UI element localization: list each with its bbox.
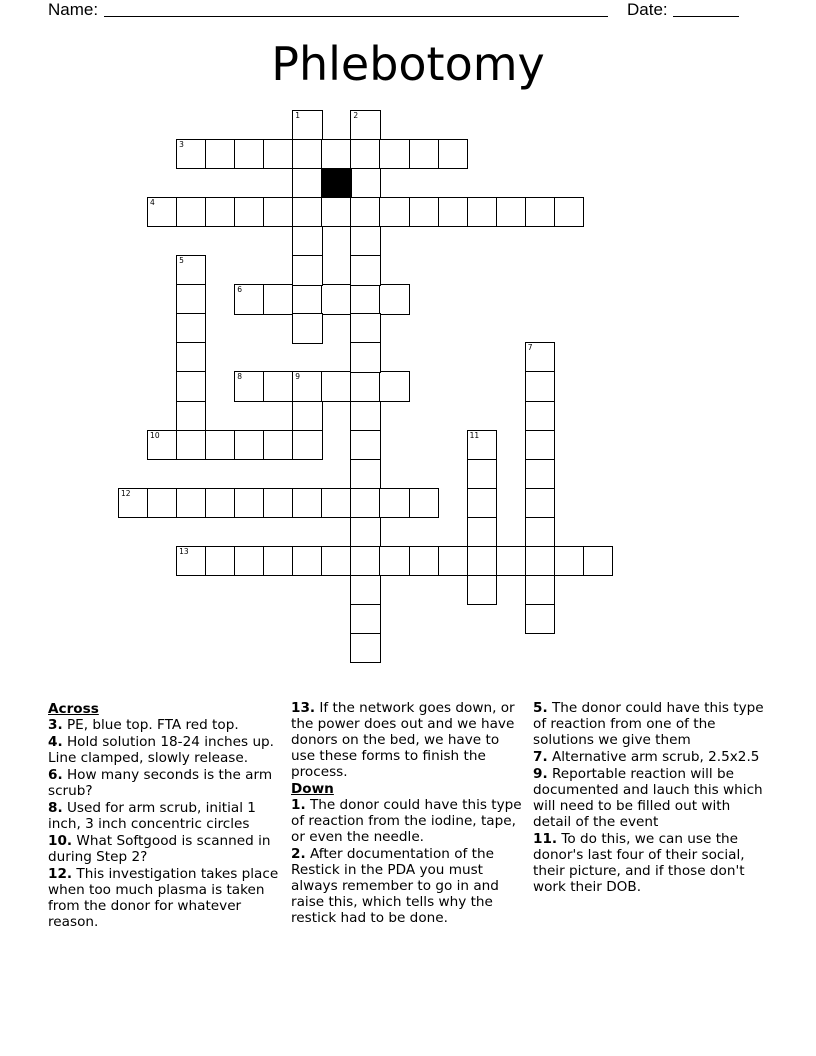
clue-item-number: 2.	[291, 846, 306, 862]
clue-item	[48, 833, 284, 865]
crossword-cell[interactable]	[350, 342, 380, 372]
crossword-cell[interactable]	[234, 284, 264, 314]
clue-number: 11	[469, 430, 480, 440]
crossword-cell[interactable]	[234, 197, 264, 227]
crossword-cell[interactable]	[176, 139, 206, 169]
clue-item-number: 3.	[48, 717, 63, 733]
crossword-cell[interactable]	[234, 546, 264, 576]
clue-item	[533, 700, 769, 748]
crossword-cell[interactable]	[379, 197, 409, 227]
clue-item-number: 1.	[291, 797, 306, 813]
crossword-cell[interactable]	[292, 546, 322, 576]
crossword-cell[interactable]	[292, 110, 322, 140]
clue-item-text: What Softgood is scanned in during Step 2?	[48, 833, 271, 865]
crossword-cell[interactable]	[205, 139, 235, 169]
crossword-cell[interactable]	[525, 430, 555, 460]
clue-item	[48, 767, 284, 799]
crossword-cell[interactable]	[234, 488, 264, 518]
crossword-cell[interactable]	[176, 284, 206, 314]
crossword-cell[interactable]	[292, 168, 322, 198]
crossword-cell[interactable]	[525, 342, 555, 372]
blocked-cell	[321, 168, 351, 198]
crossword-cell[interactable]	[350, 168, 380, 198]
clue-number: 10	[150, 430, 160, 440]
clue-item-text: How many seconds is the arm scrub?	[48, 767, 273, 799]
crossword-cell[interactable]	[350, 488, 380, 518]
clue-item-text: After documentation of the Restick in the PDA you must always remember to go in and raise this, which tells why the restick had to be done.	[291, 846, 499, 926]
crossword-cell[interactable]	[583, 546, 613, 576]
crossword-cell[interactable]	[263, 371, 293, 401]
crossword-cell[interactable]	[379, 139, 409, 169]
crossword-cell[interactable]	[409, 197, 439, 227]
clue-column-1	[48, 700, 284, 931]
clue-item-number: 12.	[48, 866, 73, 882]
clue-item	[48, 866, 284, 930]
clue-item	[533, 831, 769, 895]
crossword-cell[interactable]	[292, 371, 322, 401]
crossword-cell[interactable]	[321, 139, 351, 169]
clue-item	[291, 700, 527, 780]
clue-item-text: Reportable reaction will be documented and lauch this which will need to be filled out with detail of the event	[533, 766, 763, 830]
crossword-cell[interactable]	[263, 546, 293, 576]
crossword-cell[interactable]	[234, 430, 264, 460]
crossword-cell[interactable]	[321, 488, 351, 518]
crossword-cell[interactable]	[176, 197, 206, 227]
crossword-cell[interactable]	[176, 546, 206, 576]
clue-item-number: 7.	[533, 749, 548, 765]
crossword-cell[interactable]	[350, 313, 380, 343]
clue-item-text: The donor could have this type of reaction from the iodine, tape, or even the needle.	[291, 797, 522, 845]
crossword-cell[interactable]	[292, 401, 322, 431]
crossword-cell[interactable]	[409, 488, 439, 518]
clue-item-number: 13.	[291, 700, 316, 716]
crossword-cell[interactable]	[525, 459, 555, 489]
crossword-cell[interactable]	[350, 517, 380, 547]
crossword-cell[interactable]	[350, 371, 380, 401]
down-heading: Down	[291, 781, 334, 797]
date-label: Date:	[627, 0, 668, 19]
clue-item-number: 5.	[533, 700, 548, 716]
crossword-cell[interactable]	[350, 401, 380, 431]
crossword-cell[interactable]	[176, 430, 206, 460]
clue-number: 12	[121, 488, 131, 498]
crossword-cell[interactable]	[321, 197, 351, 227]
clue-item	[533, 749, 769, 765]
crossword-cell[interactable]	[350, 226, 380, 256]
clue-item	[533, 766, 769, 830]
crossword-cell[interactable]	[205, 488, 235, 518]
crossword-cell[interactable]	[205, 430, 235, 460]
crossword-cell[interactable]	[292, 255, 322, 285]
crossword-cell[interactable]	[350, 546, 380, 576]
clue-item-text: Alternative arm scrub, 2.5x2.5	[551, 749, 760, 765]
crossword-cell[interactable]	[321, 546, 351, 576]
crossword-cell[interactable]	[263, 488, 293, 518]
crossword-cell[interactable]	[350, 633, 380, 663]
name-line	[104, 16, 608, 17]
clue-number: 3	[179, 140, 184, 150]
clue-item	[291, 797, 527, 845]
crossword-cell[interactable]	[292, 197, 322, 227]
clue-item-text: Used for arm scrub, initial 1 inch, 3 inch concentric circles	[48, 800, 256, 832]
clue-item	[48, 717, 284, 733]
crossword-cell[interactable]	[321, 371, 351, 401]
crossword-cell[interactable]	[292, 313, 322, 343]
crossword-cell[interactable]	[496, 197, 526, 227]
crossword-cell[interactable]	[118, 488, 148, 518]
crossword-cell[interactable]	[409, 139, 439, 169]
crossword-cell[interactable]	[554, 546, 584, 576]
crossword-cell[interactable]	[176, 401, 206, 431]
clue-item-text: The donor could have this type of reaction from one of the solutions we give them	[533, 700, 764, 748]
crossword-cell[interactable]	[409, 546, 439, 576]
crossword-cell[interactable]	[263, 430, 293, 460]
crossword-cell[interactable]	[525, 546, 555, 576]
crossword-cell[interactable]	[176, 488, 206, 518]
crossword-cell[interactable]	[205, 197, 235, 227]
clue-item-text: If the network goes down, or the power does out and we have donors on the bed, we have to use these forms to finish the process.	[291, 700, 515, 780]
clue-number: 4	[150, 198, 155, 208]
crossword-cell[interactable]	[350, 139, 380, 169]
crossword-cell[interactable]	[350, 604, 380, 634]
page-title: Phlebotomy	[271, 37, 545, 91]
crossword-cell[interactable]	[467, 459, 497, 489]
crossword-cell[interactable]	[147, 197, 177, 227]
crossword-cell[interactable]	[350, 430, 380, 460]
crossword-cell[interactable]	[205, 546, 235, 576]
clue-item-text: Hold solution 18-24 inches up. Line clamped, slowly release.	[48, 734, 275, 766]
crossword-cell[interactable]	[350, 110, 380, 140]
clue-item-number: 4.	[48, 734, 63, 750]
crossword-cell[interactable]	[525, 488, 555, 518]
crossword-cell[interactable]	[379, 371, 409, 401]
crossword-cell[interactable]	[379, 284, 409, 314]
clue-number: 8	[237, 372, 242, 382]
crossword-cell[interactable]	[525, 401, 555, 431]
crossword-cell[interactable]	[467, 575, 497, 605]
clue-column-3	[533, 700, 769, 896]
crossword-cell[interactable]	[467, 488, 497, 518]
clue-number: 2	[353, 111, 359, 120]
clue-item-number: 11.	[533, 831, 558, 847]
crossword-cell[interactable]	[350, 459, 380, 489]
crossword-cell[interactable]	[234, 139, 264, 169]
clue-item-text: This investigation takes place when too much plasma is taken from the donor for whatever reason.	[48, 866, 279, 930]
crossword-cell[interactable]	[263, 139, 293, 169]
crossword-cell[interactable]	[438, 197, 468, 227]
clue-column-2	[291, 700, 527, 927]
crossword-cell[interactable]	[292, 284, 322, 314]
crossword-cell[interactable]	[379, 546, 409, 576]
crossword-cell[interactable]	[234, 371, 264, 401]
crossword-cell[interactable]	[525, 517, 555, 547]
crossword-cell[interactable]	[292, 430, 322, 460]
crossword-cell[interactable]	[379, 488, 409, 518]
clue-item	[291, 846, 527, 926]
crossword-cell[interactable]	[467, 197, 497, 227]
crossword-cell[interactable]	[525, 604, 555, 634]
across-heading: Across	[48, 701, 99, 717]
crossword-cell[interactable]	[176, 371, 206, 401]
crossword-cell[interactable]	[263, 197, 293, 227]
crossword-cell[interactable]	[467, 517, 497, 547]
crossword-cell[interactable]	[350, 284, 380, 314]
clue-item-number: 6.	[48, 767, 63, 783]
crossword-cell[interactable]	[147, 430, 177, 460]
clue-number: 6	[237, 285, 242, 295]
crossword-cell[interactable]	[292, 139, 322, 169]
crossword-cell[interactable]	[467, 546, 497, 576]
name-label: Name:	[48, 0, 99, 19]
clue-item	[48, 734, 284, 766]
clue-number: 7	[527, 343, 533, 353]
clue-number: 9	[295, 372, 301, 382]
crossword-cell[interactable]	[292, 226, 322, 256]
clue-item-number: 10.	[48, 833, 73, 849]
crossword-cell[interactable]	[321, 284, 351, 314]
crossword-cell[interactable]	[525, 575, 555, 605]
clue-item-number: 8.	[48, 800, 63, 816]
crossword-cell[interactable]	[554, 197, 584, 227]
crossword-cell[interactable]	[525, 371, 555, 401]
crossword-cell[interactable]	[525, 197, 555, 227]
crossword-cell[interactable]	[176, 313, 206, 343]
crossword-cell[interactable]	[350, 255, 380, 285]
crossword-cell[interactable]	[263, 284, 293, 314]
clue-item-text: To do this, we can use the donor's last four of their social, their picture, and if those don't work their DOB.	[533, 831, 745, 895]
crossword-cell[interactable]	[350, 197, 380, 227]
crossword-cell[interactable]	[438, 139, 468, 169]
clue-number: 5	[179, 256, 184, 266]
crossword-cell[interactable]	[467, 430, 497, 460]
crossword-cell[interactable]	[496, 546, 526, 576]
clue-item-number: 9.	[533, 766, 548, 782]
crossword-cell[interactable]	[176, 255, 206, 285]
date-line	[673, 16, 739, 17]
crossword-cell[interactable]	[176, 342, 206, 372]
clue-number: 13	[179, 546, 189, 556]
crossword-cell[interactable]	[292, 488, 322, 518]
crossword-cell[interactable]	[147, 488, 177, 518]
clue-item-text: PE, blue top. FTA red top.	[66, 717, 239, 733]
clue-item	[48, 800, 284, 832]
crossword-cell[interactable]	[438, 546, 468, 576]
clue-number: 1	[295, 111, 301, 120]
crossword-cell[interactable]	[350, 575, 380, 605]
